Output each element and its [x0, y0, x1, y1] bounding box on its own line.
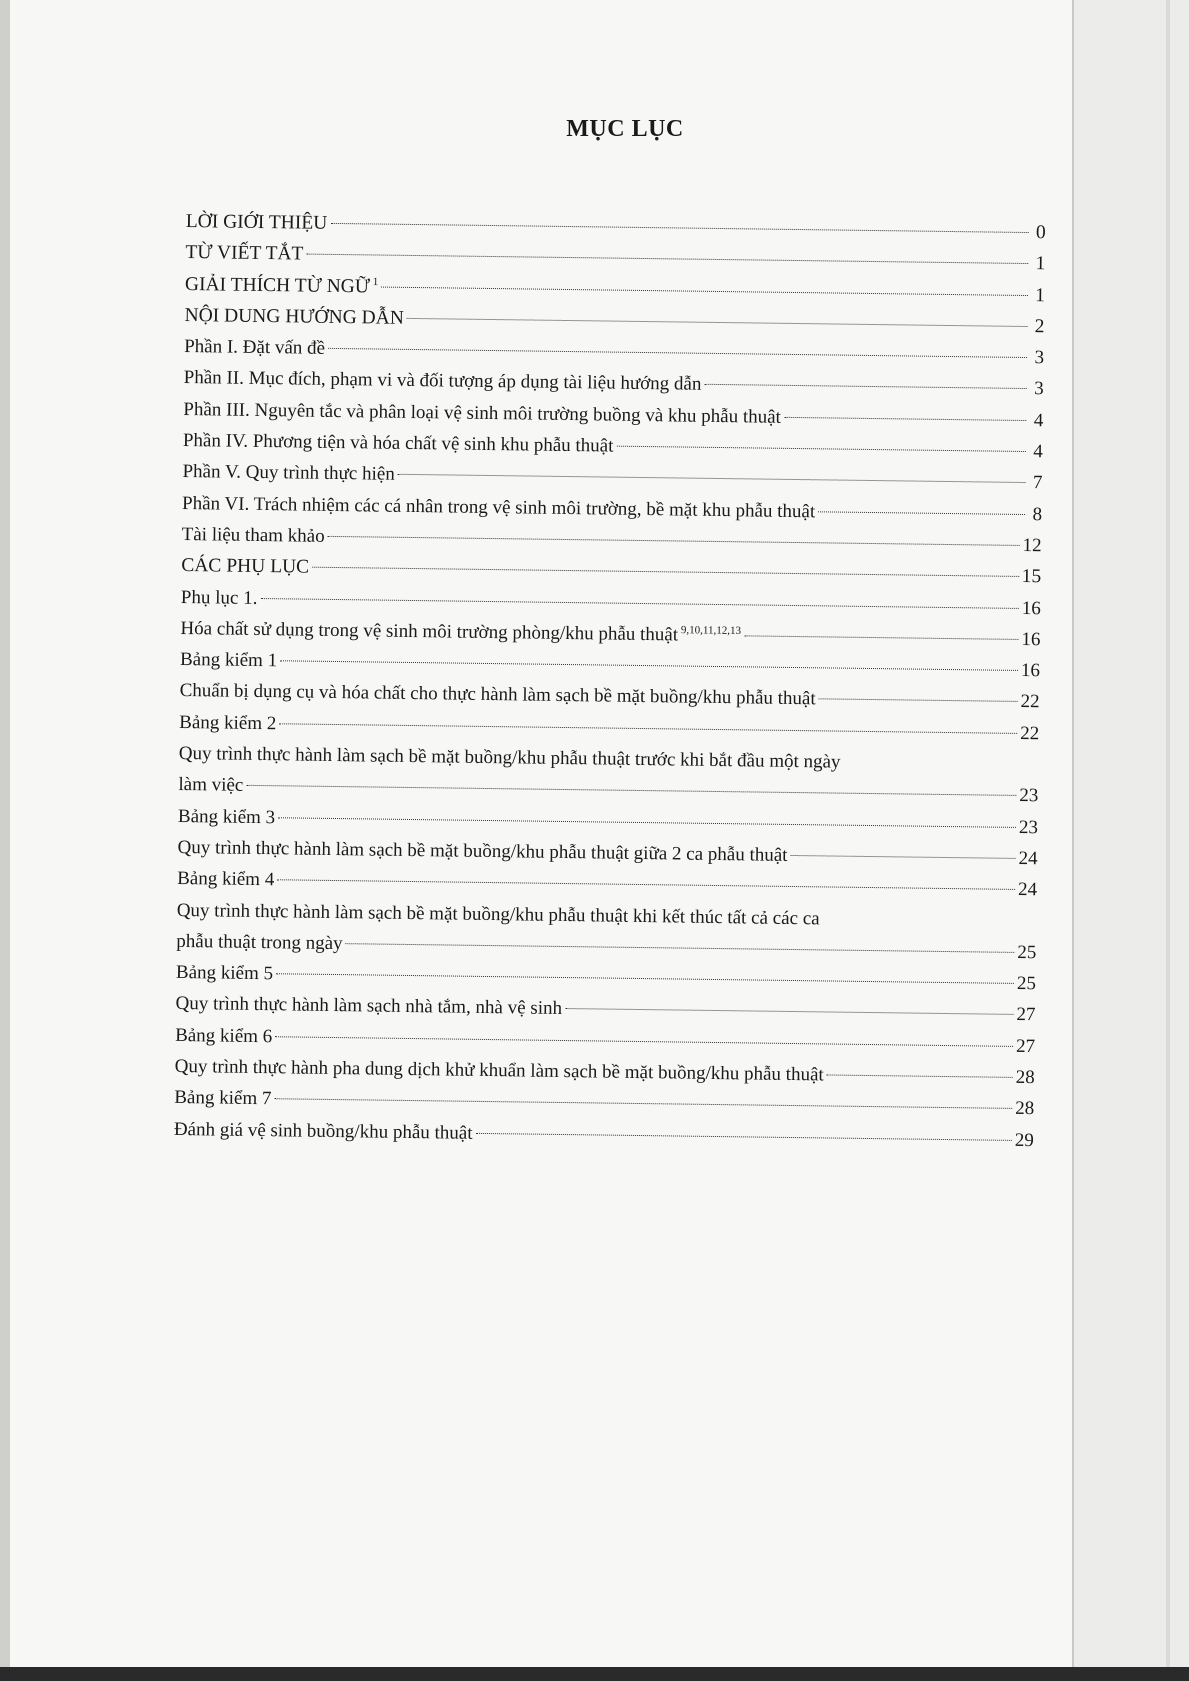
toc-entry-label [178, 769, 243, 801]
toc-entry-label [174, 1082, 272, 1115]
toc-dot-leader [346, 943, 1015, 953]
toc-page-number: 23 [1019, 785, 1039, 807]
toc-page-number: 1 [1035, 284, 1046, 306]
toc-page-number: 23 [1018, 816, 1039, 838]
toc-dot-leader [330, 223, 1028, 233]
toc-entry-text: TỪ VIẾT TẮT [185, 242, 304, 265]
toc-entry-text: Quy trình thực hành pha dung dịch khử khuẩn làm sạch bề mặt buồng/khu phẫu thuật [174, 1055, 824, 1086]
toc-dot-leader [279, 723, 1017, 734]
toc-page-number: 25 [1017, 941, 1037, 964]
toc-page-number: 27 [1015, 1035, 1036, 1057]
toc-entry-text: Phần VI. Trách nhiệm các cá nhân trong vệ sinh môi trường, bề mặt khu phẫu thuật [181, 492, 816, 522]
toc-entry-text: Phụ lục 1. [180, 586, 258, 609]
toc-entry-text: Bảng kiểm 2 [179, 711, 277, 734]
toc-entry-label [186, 206, 328, 239]
toc-page-number: 25 [1016, 973, 1037, 995]
toc-dot-leader [246, 785, 1016, 796]
toc-page-number: 12 [1022, 534, 1042, 557]
toc-dot-leader [407, 318, 1028, 327]
toc-dot-leader [328, 536, 1020, 546]
toc-entry-wrapped-line: Quy trình thực hành làm sạch bề mặt buồng/khu phẫu thuật khi kết thúc tất cả các ca [176, 899, 820, 929]
toc-entry-text: Bảng kiểm 7 [174, 1087, 272, 1110]
toc-dot-leader [784, 417, 1026, 421]
toc-dot-leader [306, 254, 1028, 264]
toc-page-number: 0 [1035, 222, 1046, 244]
toc-page-number: 22 [1020, 691, 1040, 713]
toc-page-number: 4 [1033, 409, 1044, 432]
toc-page-number: 29 [1014, 1129, 1034, 1151]
toc-dot-leader [275, 1036, 1013, 1047]
toc-page-number: 16 [1021, 628, 1041, 651]
toc-entry-text: Phần IV. Phương tiện và hóa chất vệ sinh khu phẫu thuật [182, 430, 614, 457]
toc-dot-leader [276, 973, 1014, 984]
toc-entry-label [175, 1020, 273, 1053]
toc-entry-label [176, 957, 274, 990]
toc-entry-label [184, 300, 404, 334]
toc-entry-label [181, 550, 309, 583]
toc-entry-text: làm việc [178, 774, 244, 797]
toc-entry-text: Chuẩn bị dụng cụ và hóa chất cho thực hành làm sạch bề mặt buồng/khu phẫu thuật [179, 680, 816, 710]
toc-page-number: 8 [1032, 503, 1043, 525]
toc-dot-leader [277, 879, 1015, 890]
toc-entry-label [179, 707, 277, 740]
toc-entry-text: Phần I. Đặt vấn đề [184, 336, 326, 360]
toc-entry-reference: 1 [369, 275, 379, 288]
toc-page-number: 4 [1033, 441, 1043, 463]
toc-page-number: 24 [1018, 847, 1038, 870]
toc-dot-leader [704, 384, 1026, 389]
toc-entry-text: Hóa chất sử dụng trong vệ sinh môi trường phòng/khu phẫu thuật [180, 617, 679, 646]
toc-page-number: 16 [1021, 597, 1041, 619]
scan-right-border [1166, 0, 1170, 1681]
toc-entry-text: NỘI DUNG HƯỚNG DẪN [184, 304, 405, 329]
toc-page-number: 15 [1021, 566, 1042, 588]
toc-entry-text: Phần II. Mục đích, phạm vi và đối tượng áp dụng tài liệu hướng dẫn [183, 367, 702, 396]
toc-entry-text: Bảng kiểm 5 [175, 962, 274, 985]
toc-dot-leader [278, 817, 1016, 828]
toc-dot-leader [818, 511, 1025, 515]
toc-page-number: 27 [1016, 1004, 1036, 1026]
toc-page-number: 2 [1034, 316, 1045, 338]
toc-entry-text: LỜI GIỚI THIỆU [185, 210, 328, 234]
toc-dot-leader [791, 855, 1016, 859]
toc-dot-leader [565, 1008, 1013, 1015]
toc-entry-wrapped-line: Quy trình thực hành làm sạch bề mặt buồng/khu phẫu thuật trước khi bắt đầu một ngày [178, 743, 841, 773]
page-title: MỤC LỤC [566, 116, 684, 142]
toc-dot-leader [328, 348, 1027, 358]
toc-page-number: 22 [1020, 722, 1040, 744]
toc-page-number: 28 [1015, 1098, 1035, 1120]
toc-page-number: 3 [1034, 378, 1044, 400]
toc-entry-text: GIẢI THÍCH TỪ NGỮ [184, 273, 371, 298]
toc-entry-text: phẫu thuật trong ngày [176, 930, 343, 954]
toc-dot-leader [260, 598, 1018, 609]
toc-page-number: 24 [1017, 879, 1038, 901]
toc-dot-leader [744, 635, 1018, 640]
toc-page-number: 28 [1015, 1066, 1035, 1089]
toc-dot-leader [476, 1132, 1012, 1140]
toc-entry-text: Phần V. Quy trình thực hiện [182, 461, 395, 486]
toc-entry-text: CÁC PHỤ LỤC [181, 555, 310, 578]
toc-entry-label [185, 237, 303, 270]
toc-entry-text: Bảng kiểm 6 [175, 1024, 273, 1047]
toc-entry-label [175, 988, 562, 1024]
toc-entry-text: Bảng kiểm 1 [179, 649, 278, 672]
toc-entry-label [184, 331, 325, 364]
toc-entry-label [185, 269, 379, 303]
toc-entry-label [177, 863, 275, 896]
toc-entry-text: Quy trình thực hành làm sạch bề mặt buồng/khu phẫu thuật giữa 2 ca phẫu thuật [177, 836, 788, 866]
scan-right-margin [1072, 0, 1189, 1681]
toc-entry-text: Quy trình thực hành làm sạch nhà tắm, nhà vệ sinh [175, 993, 563, 1020]
toc-dot-leader [819, 699, 1018, 703]
toc-entry-label [176, 926, 343, 959]
scan-left-edge [0, 0, 10, 1681]
toc-entry-reference: 9,10,11,12,13 [678, 624, 742, 637]
toc-entry-text: Đánh giá vệ sinh buồng/khu phẫu thuật [173, 1118, 473, 1144]
toc-entry-label [182, 456, 395, 490]
toc-dot-leader [312, 567, 1019, 577]
toc-entry-label [180, 644, 278, 677]
toc-page-number: 7 [1032, 472, 1043, 494]
toc-entry-text: Bảng kiểm 4 [177, 868, 275, 891]
toc-dot-leader [381, 286, 1028, 295]
toc-entry-text: Bảng kiểm 3 [177, 805, 276, 828]
table-of-contents [174, 206, 1046, 1156]
toc-dot-leader [274, 1099, 1012, 1110]
toc-entry-text: Tài liệu tham khảo [181, 523, 325, 547]
toc-page-number: 3 [1034, 347, 1045, 369]
toc-dot-leader [398, 474, 1026, 483]
toc-entry-label [181, 582, 258, 614]
toc-entry-label [174, 1114, 473, 1149]
toc-dot-leader [280, 660, 1018, 671]
toc-entry-label [178, 801, 276, 834]
scan-bottom-edge [0, 1667, 1189, 1681]
toc-page-number: 16 [1020, 660, 1041, 682]
toc-entry-text: Phần III. Nguyên tắc và phân loại vệ sinh môi trường buồng và khu phẫu thuật [183, 398, 782, 428]
toc-entry-label [181, 519, 324, 552]
toc-dot-leader [616, 446, 1025, 452]
toc-page-number: 1 [1035, 253, 1046, 275]
toc-dot-leader [827, 1074, 1013, 1077]
